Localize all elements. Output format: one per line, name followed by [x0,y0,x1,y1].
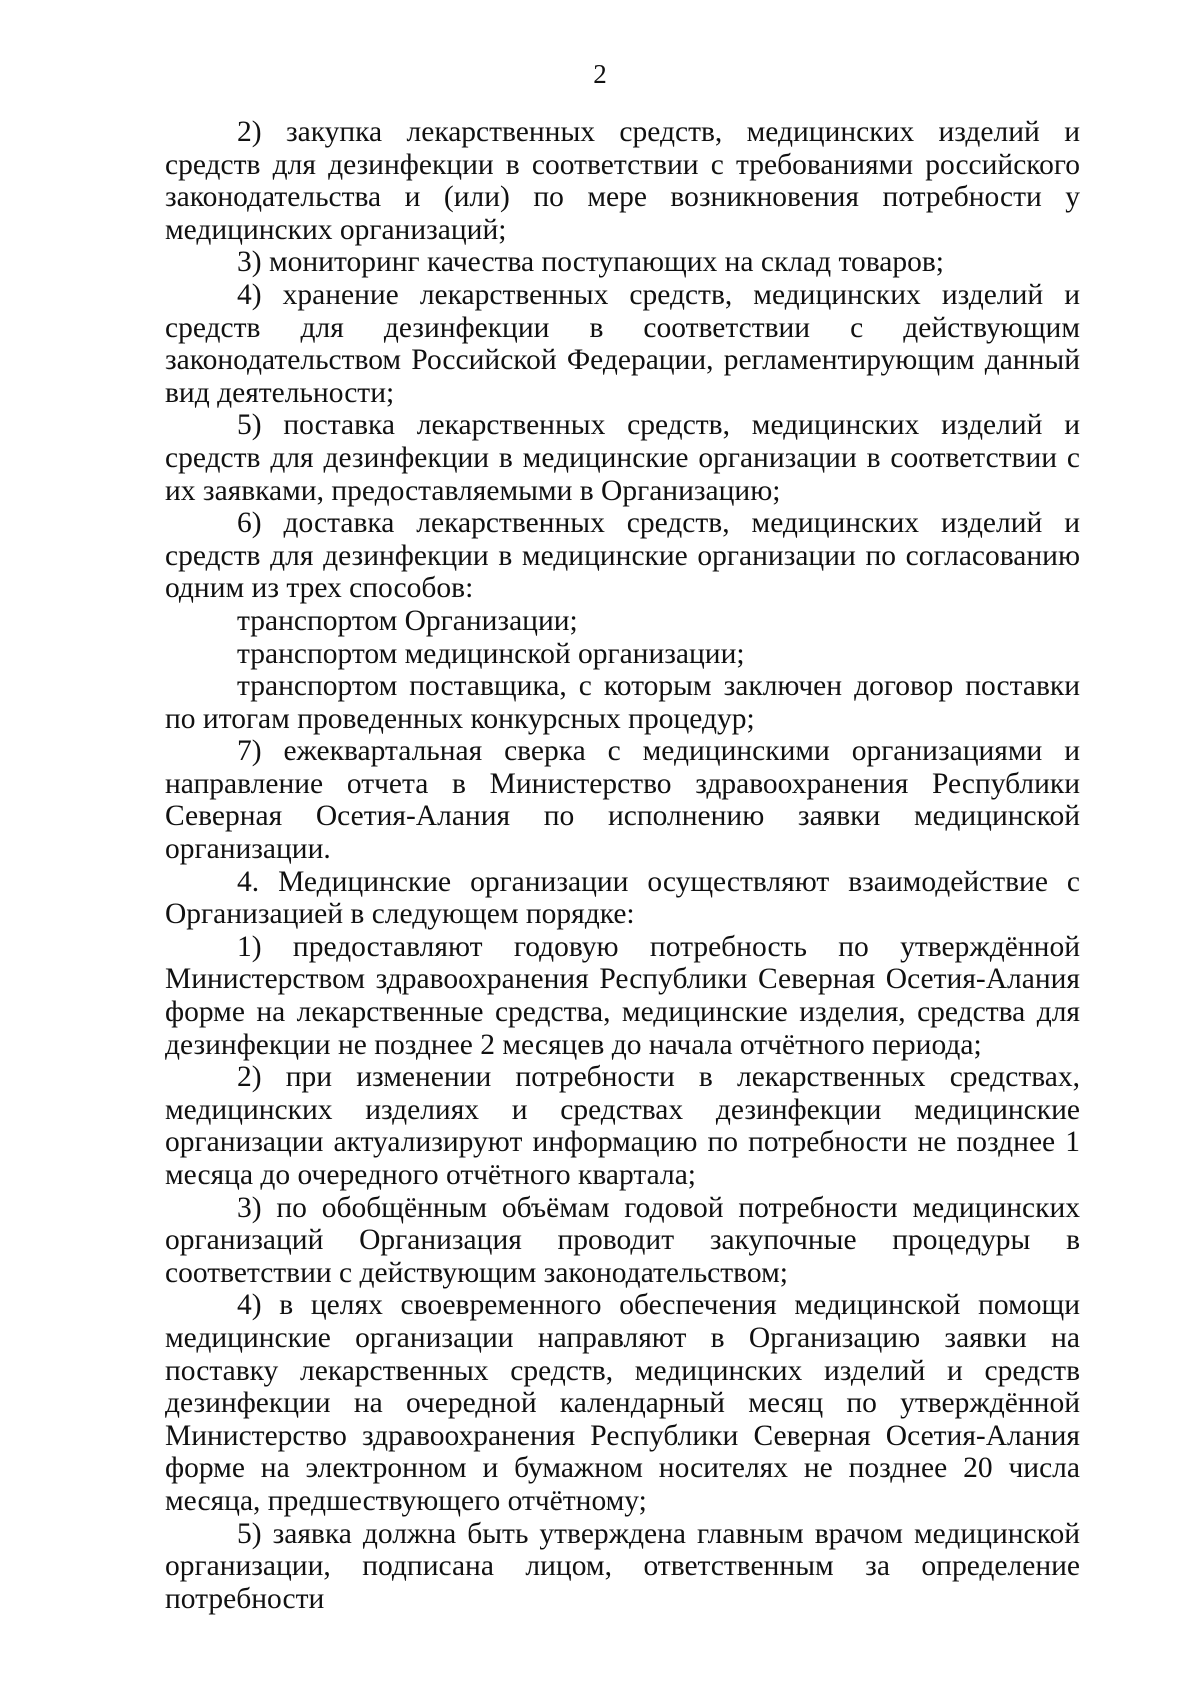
paragraph-item-3-quality-monitoring: 3) мониторинг качества поступающих на склад товаров; [237,246,945,279]
paragraph-section-4-item-4: 4) в целях своевременного обеспечения медицинской помощи медицинские организации направляют в Организацию заявки на поставку лекарственных средств, медицинских изделий и средств дезинфекции на очередной календарный месяц по утверждённой Министерство здравоохранения Республики Северная Осетия-Алания форме на электронном и бумажном носителях не позднее 20 числа месяца, предшествующего отчётному; [165,1289,1080,1517]
paragraph-section-4-item-3: 3) по обобщённым объёмам годовой потребности медицинских организаций Организация проводит закупочные процедуры в соответствии с действующим законодательством; [165,1191,1080,1289]
document-body [165,116,1080,1615]
paragraph-delivery-method-medical: транспортом медицинской организации; [237,637,745,670]
paragraph-item-7-reconciliation: 7) ежеквартальная сверка с медицинскими организациями и направление отчета в Министерство здравоохранения Республики Северная Осетия-Алания по исполнению заявки медицинской организации. [165,735,1080,866]
paragraph-section-4: 4. Медицинские организации осуществляют взаимодействие с Организацией в следующем порядке: [165,865,1080,931]
paragraph-section-4-item-5: 5) заявка должна быть утверждена главным врачом медицинской организации, подписана лицом, ответственным за определение потребности [165,1517,1080,1615]
paragraph-delivery-method-organization: транспортом Организации; [237,604,578,637]
paragraph-item-6-delivery: 6) доставка лекарственных средств, медицинских изделий и средств для дезинфекции в медицинские организации по согласованию одним из трех способов: [165,507,1080,605]
paragraph-item-4-storage: 4) хранение лекарственных средств, медицинских изделий и средств для дезинфекции в соответствии с действующим законодательством Российской Федерации, регламентирующим данный вид деятельности; [165,278,1080,409]
paragraph-item-5-supply: 5) поставка лекарственных средств, медицинских изделий и средств для дезинфекции в медицинские организации в соответствии с их заявками, предоставляемыми в Организацию; [165,409,1080,507]
paragraph-delivery-method-supplier: транспортом поставщика, с которым заключен договор поставки по итогам проведенных конкурсных процедур; [165,670,1080,735]
paragraph-item-2-procurement: 2) закупка лекарственных средств, медицинских изделий и средств для дезинфекции в соответствии с требованиями российского законодательства и (или) по мере возникновения потребности у медицинских организаций; [165,116,1080,246]
paragraph-section-4-item-1: 1) предоставляют годовую потребность по утверждённой Министерством здравоохранения Республики Северная Осетия-Алания форме на лекарственные средства, медицинские изделия, средства для дезинфекции не позднее 2 месяцев до начала отчётного периода; [165,930,1080,1061]
paragraph-section-4-item-2: 2) при изменении потребности в лекарственных средствах, медицинских изделиях и средствах дезинфекции медицинские организации актуализируют информацию по потребности не позднее 1 месяца до очередного отчётного квартала; [165,1061,1080,1191]
page-number: 2 [593,59,607,89]
